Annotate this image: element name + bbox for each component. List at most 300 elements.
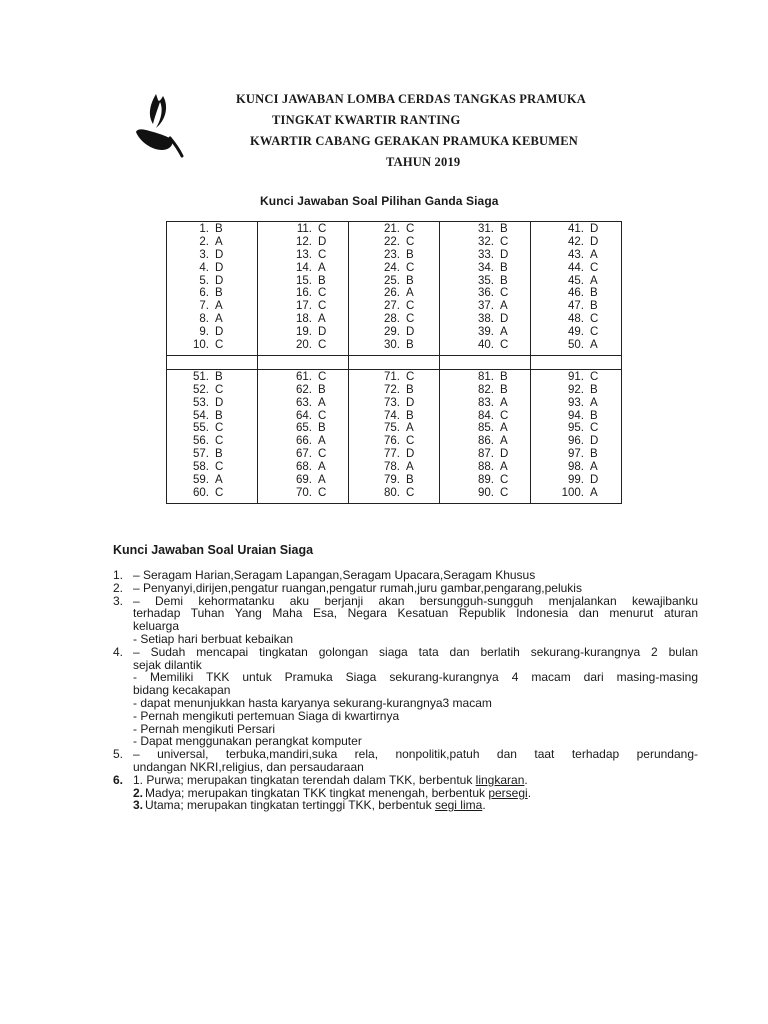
- answer-letter: D: [500, 248, 509, 261]
- answer-entry: [258, 461, 348, 474]
- punctuation: .: [527, 785, 532, 800]
- answer-entry: [349, 410, 439, 423]
- answer-letter: B: [318, 383, 326, 396]
- question-number: 41.: [568, 223, 584, 235]
- question-number: 42.: [568, 235, 584, 248]
- answer-letter: B: [590, 409, 598, 422]
- answer-letter: A: [590, 396, 598, 409]
- answer-letter: A: [406, 461, 414, 474]
- question-number: 27.: [384, 300, 400, 313]
- answer-letter: A: [318, 435, 326, 448]
- answer-column: [258, 222, 349, 356]
- question-number: 74.: [384, 409, 400, 422]
- spacer-cell: [258, 355, 349, 369]
- question-number: 29.: [384, 326, 400, 339]
- answer-entry: [258, 474, 348, 487]
- answer-entry: [167, 275, 257, 288]
- item-body: [133, 595, 698, 646]
- pramuka-logo-icon: [132, 92, 184, 158]
- question-number: 58.: [193, 461, 209, 474]
- question-number: 53.: [193, 396, 209, 409]
- question-number: 71.: [384, 370, 400, 383]
- answer-entry: [440, 313, 530, 326]
- answer-entry: [440, 236, 530, 249]
- question-number: 28.: [384, 313, 400, 326]
- question-number: 68.: [296, 461, 312, 474]
- list-item: [113, 595, 698, 646]
- answer-letter: C: [406, 486, 415, 499]
- answer-entry: [258, 326, 348, 339]
- question-number: 90.: [478, 486, 494, 499]
- answer-entry: [531, 397, 621, 410]
- answer-entry: [531, 448, 621, 461]
- answer-entry: [531, 422, 621, 435]
- answer-entry: [167, 461, 257, 474]
- answer-letter: C: [215, 486, 224, 499]
- question-number: 54.: [193, 409, 209, 422]
- answer-entry: [258, 422, 348, 435]
- answer-letter: C: [500, 287, 509, 300]
- answer-entry: [349, 236, 439, 249]
- answer-letter: D: [406, 326, 415, 339]
- answer-letter: C: [500, 486, 509, 499]
- answer-column: [167, 222, 258, 356]
- question-number: 6.: [199, 287, 209, 300]
- answer-entry: [349, 300, 439, 313]
- answer-letter: B: [500, 261, 508, 274]
- answer-entry: [167, 236, 257, 249]
- answer-letter: B: [406, 383, 414, 396]
- question-number: 66.: [296, 435, 312, 448]
- question-number: 17.: [296, 300, 312, 313]
- answer-letter: C: [406, 235, 415, 248]
- answer-text: - dapat menunjukkan hasta karyanya sekurang-kurangnya3 macam: [133, 695, 492, 710]
- answer-entry: [258, 487, 348, 500]
- question-number: 45.: [568, 274, 584, 287]
- item-number: 4.: [113, 644, 124, 659]
- answer-text: keluarga: [133, 619, 180, 634]
- item-body: [133, 582, 698, 595]
- list-item: [113, 799, 698, 812]
- answer-letter: D: [500, 313, 509, 326]
- question-number: 100.: [561, 486, 584, 499]
- answer-letter: A: [318, 261, 326, 274]
- question-number: 8.: [199, 313, 209, 326]
- answer-letter: B: [590, 300, 598, 313]
- item-body: [133, 748, 698, 774]
- answer-entry: [258, 236, 348, 249]
- answer-letter: A: [500, 435, 508, 448]
- header-organization: KWARTIR CABANG GERAKAN PRAMUKA KEBUMEN: [250, 134, 579, 148]
- answer-letter: C: [590, 370, 599, 383]
- answer-key-table: [166, 221, 622, 504]
- question-number: 26.: [384, 287, 400, 300]
- answer-letter: C: [318, 223, 327, 235]
- question-number: 20.: [296, 339, 312, 352]
- answer-entry: [167, 339, 257, 352]
- answer-entry: [531, 275, 621, 288]
- answer-letter: A: [590, 461, 598, 474]
- answer-entry: [531, 384, 621, 397]
- question-number: 89.: [478, 474, 494, 487]
- sub-item-number: 1.: [133, 772, 144, 787]
- punctuation: .: [524, 772, 528, 787]
- answer-column: [531, 222, 622, 356]
- answer-letter: D: [590, 435, 599, 448]
- answer-entry: [531, 487, 621, 500]
- list-item: [113, 582, 698, 595]
- answer-entry: [440, 249, 530, 262]
- question-number: 92.: [568, 383, 584, 396]
- answer-letter: A: [406, 422, 414, 435]
- sub-item-text: Madya; merupakan tingkatan TKK tingkat menengah, berbentuk: [145, 785, 489, 800]
- answer-letter: B: [590, 448, 598, 461]
- question-number: 94.: [568, 409, 584, 422]
- list-item: [113, 646, 698, 748]
- question-number: 57.: [193, 448, 209, 461]
- answer-entry: [167, 371, 257, 384]
- answer-letter: A: [500, 422, 508, 435]
- answer-entry: [258, 371, 348, 384]
- answer-entry: [349, 371, 439, 384]
- answer-entry: [531, 474, 621, 487]
- item-number: 5.: [113, 747, 124, 762]
- answer-entry: [531, 371, 621, 384]
- item-number: 1.: [113, 568, 124, 582]
- answer-letter: C: [406, 313, 415, 326]
- answer-letter: B: [500, 383, 508, 396]
- answer-letter: A: [215, 474, 223, 487]
- answer-entry: [167, 223, 257, 236]
- answer-entry: [349, 435, 439, 448]
- question-number: 85.: [478, 422, 494, 435]
- question-number: 77.: [384, 448, 400, 461]
- answer-entry: [349, 313, 439, 326]
- question-number: 95.: [568, 422, 584, 435]
- answer-entry: [167, 287, 257, 300]
- answer-letter: A: [590, 339, 598, 352]
- answer-letter: C: [500, 409, 509, 422]
- answer-entry: [258, 313, 348, 326]
- question-number: 1.: [199, 223, 209, 235]
- answer-entry: [258, 435, 348, 448]
- question-number: 96.: [568, 435, 584, 448]
- answer-entry: [531, 300, 621, 313]
- question-number: 99.: [568, 474, 584, 487]
- question-number: 98.: [568, 461, 584, 474]
- answer-letter: A: [590, 486, 598, 499]
- question-number: 13.: [296, 248, 312, 261]
- question-number: 88.: [478, 461, 494, 474]
- question-number: 97.: [568, 448, 584, 461]
- question-number: 10.: [193, 339, 209, 352]
- answer-entry: [440, 461, 530, 474]
- header-level: TINGKAT KWARTIR RANTING: [272, 113, 461, 127]
- answer-letter: B: [406, 274, 414, 287]
- answer-entry: [349, 287, 439, 300]
- punctuation: .: [482, 798, 486, 813]
- shape-term: segi lima: [434, 798, 483, 813]
- question-number: 7.: [199, 300, 209, 313]
- answer-entry: [531, 410, 621, 423]
- answer-entry: [531, 313, 621, 326]
- question-number: 70.: [296, 486, 312, 499]
- answer-entry: [258, 275, 348, 288]
- answer-entry: [167, 448, 257, 461]
- answer-letter: C: [590, 261, 599, 274]
- answer-letter: C: [590, 313, 599, 326]
- answer-column: [258, 369, 349, 503]
- question-number: 23.: [384, 248, 400, 261]
- answer-letter: B: [406, 339, 414, 352]
- item-body: [133, 569, 698, 582]
- question-number: 34.: [478, 261, 494, 274]
- answer-text: bidang kecakapan: [133, 683, 231, 698]
- answer-entry: [167, 474, 257, 487]
- answer-entry: [440, 287, 530, 300]
- answer-letter: D: [406, 396, 415, 409]
- answer-letter: B: [590, 383, 598, 396]
- answer-letter: B: [215, 448, 223, 461]
- answer-text: - Memiliki TKK untuk Pramuka Siaga sekurang-kurangnya 4 macam dari masing-masing: [133, 670, 698, 685]
- answer-entry: [258, 262, 348, 275]
- essay-section-title: Kunci Jawaban Soal Uraian Siaga: [113, 543, 314, 557]
- answer-entry: [531, 435, 621, 448]
- answer-letter: B: [406, 248, 414, 261]
- answer-letter: B: [500, 370, 508, 383]
- question-number: 37.: [478, 300, 494, 313]
- question-number: 24.: [384, 261, 400, 274]
- answer-letter: A: [500, 300, 508, 313]
- table-row: [167, 222, 622, 356]
- question-number: 22.: [384, 235, 400, 248]
- answer-letter: B: [406, 409, 414, 422]
- answer-letter: C: [215, 383, 224, 396]
- answer-entry: [440, 397, 530, 410]
- question-number: 59.: [193, 474, 209, 487]
- answer-entry: [440, 487, 530, 500]
- answer-entry: [167, 384, 257, 397]
- answer-letter: D: [590, 474, 599, 487]
- answer-entry: [440, 326, 530, 339]
- question-number: 35.: [478, 274, 494, 287]
- list-item: [113, 748, 698, 774]
- answer-letter: D: [215, 274, 224, 287]
- answer-letter: B: [215, 223, 223, 235]
- answer-entry: [349, 397, 439, 410]
- answer-letter: B: [500, 274, 508, 287]
- question-number: 48.: [568, 313, 584, 326]
- question-number: 82.: [478, 383, 494, 396]
- answer-letter: D: [215, 261, 224, 274]
- answer-letter: C: [500, 339, 509, 352]
- answer-letter: B: [215, 409, 223, 422]
- answer-entry: [349, 448, 439, 461]
- answer-letter: D: [500, 448, 509, 461]
- answer-letter: A: [500, 396, 508, 409]
- answer-text: - Pernah mengikuti pertemuan Siaga di kwartirnya: [133, 708, 400, 723]
- question-number: 50.: [568, 339, 584, 352]
- item-number: 3.: [113, 593, 124, 608]
- question-number: 40.: [478, 339, 494, 352]
- spacer-cell: [440, 355, 531, 369]
- answer-entry: [440, 300, 530, 313]
- answer-letter: D: [215, 248, 224, 261]
- answer-entry: [258, 448, 348, 461]
- answer-entry: [167, 326, 257, 339]
- answer-letter: C: [215, 422, 224, 435]
- question-number: 5.: [199, 274, 209, 287]
- question-number: 63.: [296, 396, 312, 409]
- answer-letter: A: [318, 396, 326, 409]
- answer-letter: C: [215, 339, 224, 352]
- answer-text: undangan NKRI,religius, dan persaudaraan: [133, 759, 364, 774]
- answer-letter: B: [318, 422, 326, 435]
- answer-entry: [258, 223, 348, 236]
- answer-entry: [349, 422, 439, 435]
- answer-entry: [440, 474, 530, 487]
- question-number: 93.: [568, 396, 584, 409]
- answer-text: – universal, terbuka,mandiri,suka rela, nonpolitik,patuh dan taat terhadap perundang-: [133, 747, 698, 762]
- answer-letter: B: [406, 474, 414, 487]
- item-number: 6.: [113, 772, 124, 787]
- question-number: 79.: [384, 474, 400, 487]
- question-number: 60.: [193, 486, 209, 499]
- answer-entry: [349, 249, 439, 262]
- question-number: 36.: [478, 287, 494, 300]
- answer-entry: [167, 313, 257, 326]
- answer-letter: A: [215, 235, 223, 248]
- answer-letter: C: [215, 461, 224, 474]
- answer-letter: C: [318, 300, 327, 313]
- question-number: 30.: [384, 339, 400, 352]
- answer-letter: C: [318, 339, 327, 352]
- table-row: [167, 369, 622, 503]
- question-number: 15.: [296, 274, 312, 287]
- question-number: 69.: [296, 474, 312, 487]
- answer-entry: [531, 339, 621, 352]
- shape-term: persegi: [488, 785, 528, 800]
- answer-entry: [349, 262, 439, 275]
- question-number: 87.: [478, 448, 494, 461]
- answer-letter: C: [318, 287, 327, 300]
- answer-entry: [258, 397, 348, 410]
- question-number: 9.: [199, 326, 209, 339]
- answer-text: [145, 799, 486, 812]
- answer-entry: [349, 326, 439, 339]
- answer-entry: [531, 223, 621, 236]
- answer-entry: [349, 275, 439, 288]
- question-number: 64.: [296, 409, 312, 422]
- question-number: 52.: [193, 383, 209, 396]
- answer-letter: C: [590, 422, 599, 435]
- item-body: [133, 646, 698, 748]
- spacer-cell: [349, 355, 440, 369]
- question-number: 47.: [568, 300, 584, 313]
- question-number: 19.: [296, 326, 312, 339]
- answer-text: - Dapat menggunakan perangkat komputer: [133, 734, 362, 749]
- answer-entry: [167, 487, 257, 500]
- answer-text: sejak dilantik: [133, 657, 202, 672]
- question-number: 67.: [296, 448, 312, 461]
- header-title: KUNCI JAWABAN LOMBA CERDAS TANGKAS PRAMUKA: [236, 92, 586, 106]
- answer-letter: C: [406, 223, 415, 235]
- question-number: 2.: [199, 235, 209, 248]
- question-number: 39.: [478, 326, 494, 339]
- question-number: 16.: [296, 287, 312, 300]
- question-number: 33.: [478, 248, 494, 261]
- answer-letter: C: [406, 261, 415, 274]
- answer-letter: C: [318, 486, 327, 499]
- sub-item-text: Purwa; merupakan tingkatan terendah dalam TKK, berbentuk: [146, 772, 476, 787]
- answer-letter: A: [500, 461, 508, 474]
- answer-entry: [531, 461, 621, 474]
- table-spacer-row: [167, 355, 622, 369]
- answer-entry: [258, 287, 348, 300]
- answer-letter: D: [590, 223, 599, 235]
- answer-letter: D: [318, 235, 327, 248]
- question-number: 86.: [478, 435, 494, 448]
- question-number: 11.: [296, 223, 312, 235]
- question-number: 84.: [478, 409, 494, 422]
- answer-letter: A: [590, 274, 598, 287]
- answer-letter: C: [215, 435, 224, 448]
- answer-text: – Sudah mencapai tingkatan golongan siaga tata dan berlatih sekurang-kurangnya 2 bulan: [133, 644, 698, 659]
- answer-entry: [258, 384, 348, 397]
- answer-letter: A: [406, 287, 414, 300]
- answer-entry: [440, 410, 530, 423]
- answer-letter: A: [215, 313, 223, 326]
- answer-entry: [167, 397, 257, 410]
- answer-entry: [167, 300, 257, 313]
- answer-entry: [349, 461, 439, 474]
- answer-letter: B: [215, 287, 223, 300]
- answer-letter: A: [318, 313, 326, 326]
- answer-letter: C: [318, 409, 327, 422]
- answer-entry: [440, 262, 530, 275]
- list-item: [113, 569, 698, 582]
- question-number: 80.: [384, 486, 400, 499]
- answer-entry: [349, 487, 439, 500]
- sub-item-text: Utama; merupakan tingkatan tertinggi TKK, berbentuk: [145, 798, 435, 813]
- question-number: 12.: [296, 235, 312, 248]
- answer-entry: [349, 223, 439, 236]
- answer-entry: [349, 339, 439, 352]
- answer-entry: [258, 249, 348, 262]
- question-number: 72.: [384, 383, 400, 396]
- answer-text: terhadap Tuhan Yang Maha Esa, Negara Kesatuan Republik Indonesia dan menurut aturan: [133, 606, 698, 621]
- question-number: 14.: [296, 261, 312, 274]
- answer-letter: C: [406, 300, 415, 313]
- answer-letter: C: [318, 248, 327, 261]
- answer-letter: C: [590, 326, 599, 339]
- answer-text: – Demi kehormatanku aku berjanji akan bersungguh-sungguh menjalankan kewajibanku: [133, 593, 698, 608]
- answer-column: [349, 369, 440, 503]
- answer-entry: [440, 384, 530, 397]
- answer-letter: C: [318, 370, 327, 383]
- answer-entry: [349, 474, 439, 487]
- answer-entry: [440, 448, 530, 461]
- item-number: 2.: [113, 580, 124, 595]
- question-number: 18.: [296, 313, 312, 326]
- answer-letter: A: [318, 461, 326, 474]
- answer-entry: [440, 435, 530, 448]
- header-year: TAHUN 2019: [386, 155, 461, 169]
- question-number: 43.: [568, 248, 584, 261]
- question-number: 73.: [384, 396, 400, 409]
- answer-entry: [167, 422, 257, 435]
- question-number: 56.: [193, 435, 209, 448]
